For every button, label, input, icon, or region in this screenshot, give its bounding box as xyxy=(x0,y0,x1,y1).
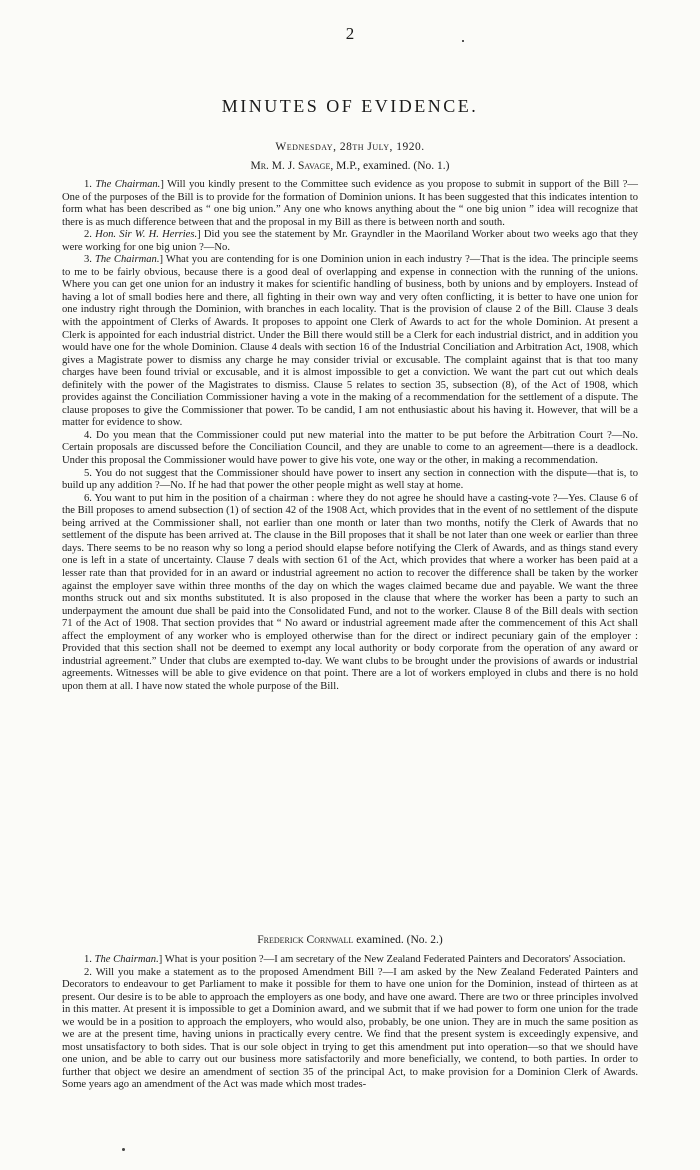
paragraph-text: You want to put him in the position of a chairman : where they do not agree he should have a casting-vote ?—Yes. Clause 6 of the Bill proposes to amend subsection (1) of section 42 of the 1908 Act, which provides that in the event of no settlement of the dispute being arrived at the Commissioner shall, not earlier than one month or later than two months, notify the Clerk of Awards that no settlement of the dispute has been arrived at. The clause in the Bill proposes that it shall be not later than one week or earlier than three days. There seems to be no reason why so long a period should elapse before notifying the Clerk of Awards, and as things stand every one is left in a state of uncertainty. Clause 7 deals with section 61 of the Act, which provides that where a worker has been paid at a lesser rate than that provided for in an award or industrial agreement no action to recover the difference shall be taken by the worker against the employer save within three months of the day on which the wages claimed became due and payable. We want the three months struck out and six months substituted. It is also proposed in the clause that where the worker has been a party to such an underpayment the amount due shall be paid into the Consolidated Fund, and not to the worker. Clause 8 of the Bill deals with section 71 of the Act of 1908. That section provides that “ No award or industrial agreement made after the commencement of this Act shall affect the employment of any worker who is employed otherwise than for the direct or indirect pecuniary gain of the employer : Provided that this section shall not be deemed to exempt any local authority or body corporate from the operation of any award or industrial agreement.” Under that clubs are exempted to-day. We want clubs to be brought under the provisions of awards or industrial agreements. Witnesses will be able to give evidence on that point. There are a lot of workers employed in clubs and there is no hold upon them at all. I have now stated the whole purpose of the Bill. xyxy=(62,492,638,692)
witness-heading-1 xyxy=(0,160,700,172)
print-speck xyxy=(462,40,464,42)
paragraph xyxy=(62,954,638,967)
questioner: The Chairman. xyxy=(94,954,159,965)
witness-2-evidence xyxy=(62,954,638,1092)
questioner: The Chairman. xyxy=(95,179,161,190)
questioner: Hon. Sir W. H. Herries. xyxy=(95,229,198,241)
paragraph-number: 1. xyxy=(84,954,95,965)
paragraph-text: ] Will you kindly present to the Committee such evidence as you propose to submit in support of the Bill ?—One of the purposes of the Bill is to provide for the formation of Dominion unions. It has been suggested that this indicates intention to form what has been described as “ one big union.” Any one who knows anything about the “ one big union ” idea will recognize that there is as much difference between that and the proposal in my Bill as there is between north and south. xyxy=(62,179,639,228)
questioner: The Chairman. xyxy=(94,254,160,266)
paragraph xyxy=(62,229,638,254)
paragraph xyxy=(62,468,638,493)
page-title: MINUTES OF EVIDENCE. xyxy=(221,96,479,116)
witness-1-evidence xyxy=(62,179,638,693)
paragraph xyxy=(62,493,638,694)
witness-name: Frederick Cornwall xyxy=(257,934,354,946)
paragraph-text: ] Did you see the statement by Mr. Grayndler in the Maoriland Worker about two weeks ago that they were working for one big union ?—No. xyxy=(62,229,638,253)
page-number: 2 xyxy=(345,24,355,43)
paragraph-number: 2. xyxy=(84,229,96,241)
witness-name: Mr. M. J. Savage, M.P., xyxy=(250,160,361,172)
paragraph xyxy=(62,254,638,430)
paragraph-text: Will you make a statement as to the proposed Amendment Bill ?—I am asked by the New Zealand Federated Painters and Decorators to endeavour to get Parliament to make it possible for them to have one union for the Dominion, instead of thirteen as at present. Our desire is to be able to approach the employers as one body, and have one award. There are two or three principles involved in this matter. At present it is impossible to get a Dominion award, and we submit that if we had power to form one union for the trade we would be in a position to approach the employers, who would also, probably, be one union. They are in much the same position as we are at the present time, having unions in practically every centre. We find that the present system is exceedingly expensive, and most unsatisfactory to both sides. That is our sole object in trying to get this amendment put into operation—so that we should have one union, and be able to carry out our business more satisfactorily and more beneficially, we contend, to both parties. In order to further that object we desire an amendment of section 35 of the principal Act, to make provision for a Dominion Clerk of Awards. Some years ago an amendment of the Act was made which most trades- xyxy=(62,966,638,1091)
paragraph-text: ] What you are contending for is one Dominion union in each industry ?—That is the idea. The principle seems to me to be fairly obvious, because there is a good deal of overlapping and expense in connection with the running of the unions. Where you can get one union for an industry it makes for scientific handling of business, both by unions and by employers. Instead of having a lot of small bodies here and there, all fighting in their own way and very often conflicting, it is better to have one union for one industry right through the Dominion, with branches in each locality. That is the provision of clause 2 of the Bill. Clause 3 deals with the appointment of Clerks of Awards. It proposes to appoint one Clerk of Awards to act for the whole Dominion. At present a Clerk is appointed for each industrial district. Under the Bill there would still be a Clerk for each industrial district, and in addition you would have one for the whole Dominion. Clause 4 deals with section 16 of the Industrial Conciliation and Arbitration Act, 1908, which gives a Magistrate power to dismiss any charge he may consider trivial or excusable. The complaint against that is that too many charges have been found trivial or excusable, and it is almost impossible to get a conviction. We want the part cut out which deals definitely with the power of the Magistrates to dismiss. Clause 5 relates to section 35, subsection (8), of the Act of 1908, which provides against the Conciliation Commissioner having a vote in the making of a recommendation for the settlement of a dispute. The clause proposes to give the Commissioner that power. To be candid, I am not enthusiastic about his having it. However, that will be a matter for evidence to show. xyxy=(62,254,638,429)
paragraph-number: 5. xyxy=(84,467,95,479)
paragraph xyxy=(62,967,638,1092)
paragraph-number: 4. xyxy=(84,429,96,441)
witness-heading-2 xyxy=(0,934,700,946)
paragraph-number: 6. xyxy=(84,492,95,504)
paragraph xyxy=(62,179,638,229)
paragraph-text: You do not suggest that the Commissioner should have power to insert any section in connection with the dispute—that is, to build up any addition ?—No. If he had that power the other people might as well stay at home. xyxy=(62,467,638,492)
paragraph-text: Do you mean that the Commissioner could put new material into the matter to be put before the Arbitration Court ?—No. Certain proposals are discussed before the Conciliation Council, and they are unable to come to an agreement—there is a deadlock. Under this proposal the Commissioner would have power to give his vote, one way or the other, in making a recommendation. xyxy=(62,429,639,467)
witness-examined: examined. (No. 1.) xyxy=(360,160,450,172)
witness-examined: examined. (No. 2.) xyxy=(353,934,443,946)
paragraph-number: 1. xyxy=(84,179,96,190)
paragraph-text: ] What is your position ?—I am secretary of the New Zealand Federated Painters and Decorators' Association. xyxy=(158,954,626,965)
print-speck xyxy=(122,1148,125,1151)
paragraph xyxy=(62,430,638,468)
paragraph-number: 3. xyxy=(84,254,95,266)
hearing-date: Wednesday, 28th July, 1920. xyxy=(275,141,425,153)
paragraph-number: 2. xyxy=(84,966,96,978)
